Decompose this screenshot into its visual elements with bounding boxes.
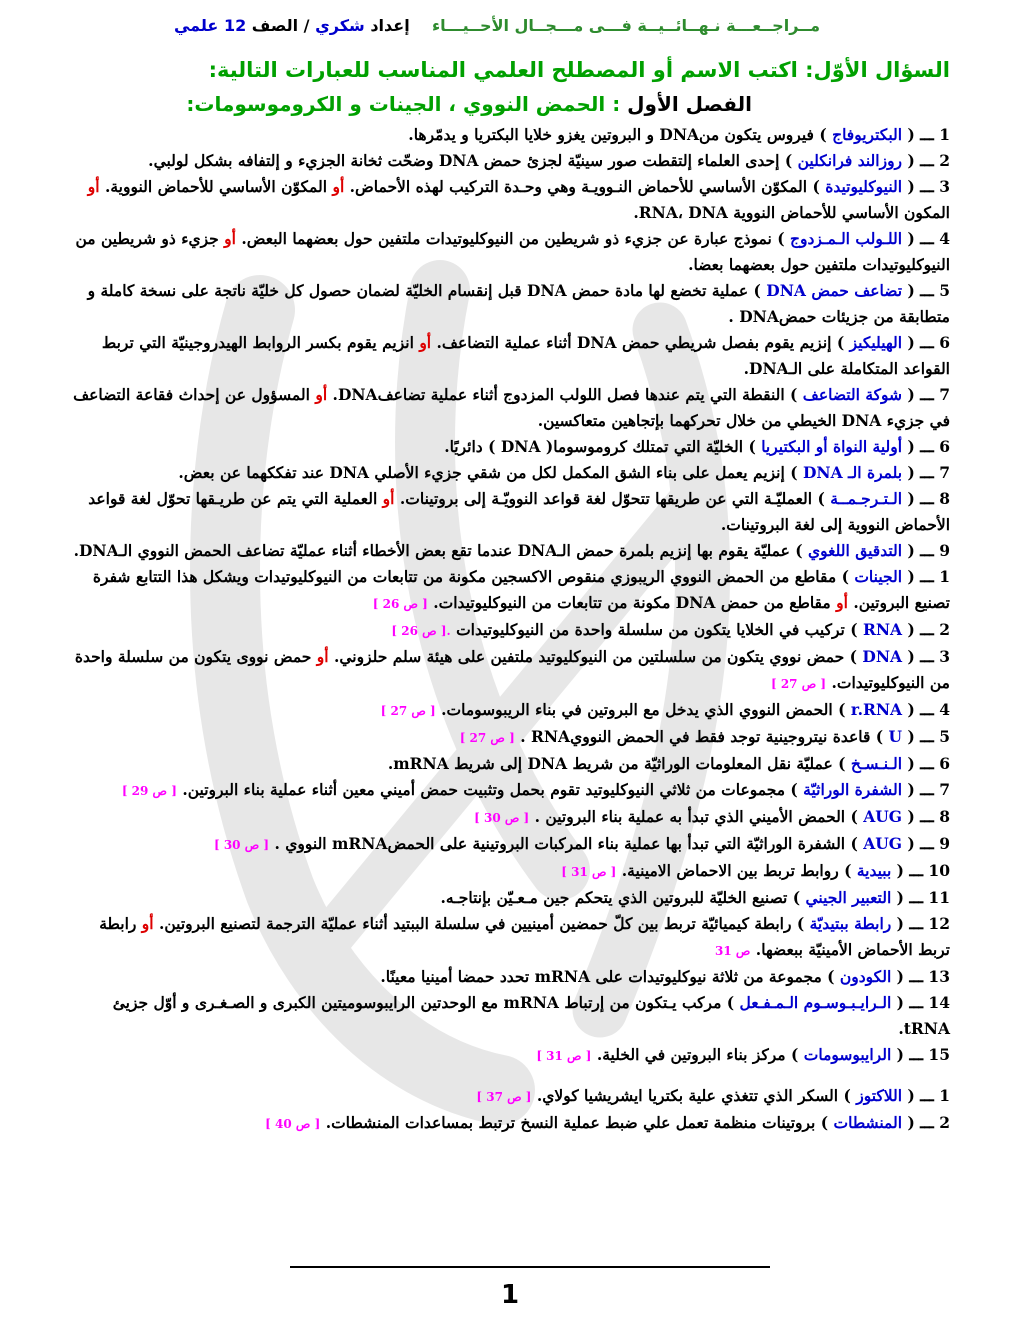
item-number: 4 [939,700,950,719]
or-connector: أو [141,914,154,933]
term-item: 6 ـــ ( الـنـسـخ ) عمليّة نقل المعلومات الوراثيّة من شريط DNA إلى شريط mRNA. [387,754,950,773]
term-item: 3 ـــ ( النيوكليوتيدة ) المكوّن الأساسي للأحماض النـوويـة وهي وحـدة التركيب لهذه الأحماض. أو المكوّن الأساسي للأحماض النووية. أو المكون الأساسي للأحماض النووية RNA، DNA. [87,177,950,222]
item-number: 3 [939,177,950,196]
item-definition: المكوّن الأساسي للأحماض النـوويـة وهي وحـدة التركيب لهذه الأحماض. [349,177,808,196]
term-item: 8 ـــ ( AUG ) الحمض الأميني الذي تبدأ به عملية بناء البروتين . [ ص 30 ] [474,807,950,826]
item-definition: تركيب في الخلايا يتكون من سلسلة واحدة من النيوكليوتيدات [456,620,845,639]
item-term: الجينات [854,567,903,586]
term-item: 15 ـــ ( الرايبوسومات ) مركز بناء البروتين في الخلية. [ ص 31 ] [536,1045,950,1064]
item-term: رابطة ببتيديّة [809,914,892,933]
header-grade-label: الصف [251,16,299,35]
item-definition: تصنيع الخليّة للبروتين الذي يتحكم جين مـعـيّن بإنتاجـه. [440,888,788,907]
item-term: ببيدية [856,861,892,880]
item-definition: الخليّة التي تمتلك كروموسوما( DNA ) دائريًا. [444,437,744,456]
term-item: 10 ـــ ( ببيدية ) روابط تربط بين الاحماض الامينية. [ ص 31 ] [561,861,950,880]
or-connector: أو [419,333,432,352]
item-term: البكتريوفاج [832,125,903,144]
item-number: 5 [939,727,950,746]
item-alternative: المكوّن الأساسي للأحماض النووية. [104,177,328,196]
item-number: 7 [939,780,950,799]
chapter-heading [40,92,752,116]
item-term: الـرايـبـوسـوم الـمـفـعل [739,993,892,1012]
item-number: 9 [939,541,950,560]
item-number: 7 [939,385,950,404]
term-item: 3 ـــ ( DNA ) حمض نووي يتكون من سلسلتين من النيوكليوتيد ملتفين على هيئة سلم حلزوني. أو حمض نووى يتكون من سلسلة واحدة من النيوكليوتيدات. [ ص 27 ] [74,647,950,692]
item-number: 7 [939,463,950,482]
term-item: 2 ـــ ( روزالند فرانكلين ) إحدى العلماء إلتقطت صور سينيّة لجزئ حمض DNA وضحّت ثخانة الجزيء و إلتفافه بشكل لولبي. [148,151,950,170]
item-definition: مقاطع من الحمض النووي الريبوزي منقوص الاكسجين مكونة من تتابعات من النيوكليوتيدات ويشكل هذا التتابع شفرة تصنيع البروتين. [92,567,950,612]
item-term: أولية النواة أو البكتيريا [761,437,903,456]
page-reference: [ ص 31 ] [536,1049,592,1063]
item-term: اللاكتوز [856,1086,903,1105]
item-term: U [888,727,903,746]
item-number: 11 [928,888,950,907]
term-item: 13 ـــ ( الكودون ) مجموعة من ثلاثة نيوكليوتيدات على mRNA تحدد حمضا أمينيا معينًا. [380,967,950,986]
page-reference: [ ص 26 ] [372,597,428,611]
item-number: 2 [939,1113,950,1132]
page-reference: [ ص 27 ] [770,677,827,691]
item-definition: مركز بناء البروتين في الخلية. [596,1045,786,1064]
item-definition: مجموعات من ثلاثي النيوكليوتيد تقوم بحمل وتثبيت حمض أميني معين أثناء عملية بناء البروتين. [182,780,785,799]
terms-list-part1 [62,122,950,1069]
or-connector: أو [332,177,345,196]
item-definition: روابط تربط بين الاحماض الامينية. [621,861,839,880]
term-item: 7 ـــ ( الشفرة الوراثيّة ) مجموعات من ثلاثي النيوكليوتيد تقوم بحمل وتثبيت حمض أميني معين أثناء عملية بناء البروتين. [ ص 29 ] [121,780,950,799]
page-reference: [ ص 30 ] [474,811,530,825]
or-connector: أو [836,593,848,612]
item-number: 3 [939,647,950,666]
item-number: 10 [928,861,950,880]
term-item: 2 ـــ ( RNA ) تركيب في الخلايا يتكون من سلسلة واحدة من النيوكليوتيدات .[ ص 26 ] [391,620,950,639]
section-gap [62,1069,950,1083]
item-definition: إحدى العلماء إلتقطت صور سينيّة لجزئ حمض DNA وضحّت ثخانة الجزيء و إلتفافه بشكل لولبي. [148,151,780,170]
item-number: 1 [939,1086,950,1105]
item-number: 2 [939,151,950,170]
item-term: AUG [863,807,903,826]
item-number: 8 [939,807,950,826]
item-number: 15 [928,1045,950,1064]
page-reference: [ ص 27 ] [459,731,515,745]
item-term: روزالند فرانكلين [797,151,903,170]
item-number: 8 [939,489,950,508]
item-number: 14 [928,993,950,1012]
page-reference: ص 31 [715,944,751,958]
page-number: 1 [500,1280,520,1310]
terms-list [62,122,950,1137]
item-definition: مجموعة من ثلاثة نيوكليوتيدات على mRNA تحدد حمضا أمينيا معينًا. [380,967,822,986]
item-term: النيوكليوتيدة [825,177,903,196]
term-item: 1 ـــ ( البكتريوفاج ) فيروس يتكون منDNA و البروتين يغزو خلايا البكتريا و يدمّرها. [408,125,950,144]
item-number: 6 [939,437,950,456]
term-item: 5 ـــ ( تضاعف حمض DNA ) عملية تخضع لها مادة حمض DNA قبل إنقسام الخليّة لضمان حصول كل خليّة ناتجة على نسخة كاملة و متطابقة من جزيئات حمضDNA . [87,281,950,326]
item-term: DNA [862,647,903,666]
header-author: شكري [315,16,365,35]
term-item: 14 ـــ ( الـرايـبـوسـوم الـمـفـعل ) مركب يـتكون من إرتباط mRNA مع الوحدتين الرايبوسوميتين الكبرى و الصـغـرى و أوّل جزيئ tRNA. [112,993,950,1038]
item-definition: عملية تخضع لها مادة حمض DNA قبل إنقسام الخليّة لضمان حصول كل خليّة ناتجة على نسخة كاملة و متطابقة من جزيئات حمضDNA . [87,281,950,326]
page-reference: [ ص 31 ] [561,865,617,879]
term-item: 9 ـــ ( التدقيق اللغوي ) عمليّة يقوم بها إنزيم بلمرة حمض الـDNA عندما تقع بعض الأخطاء أثناء عمليّة تضاعف الحمض النووي الـDNA. [73,541,950,560]
item-term: الرايبوسومات [803,1045,892,1064]
item-number: 13 [928,967,950,986]
item-number: 9 [939,834,950,853]
item-definition: عمليّة نقل المعلومات الوراثيّة من شريط DNA إلى شريط mRNA. [387,754,833,773]
item-alternative: حمض نووى يتكون من سلسلة واحدة من النيوكليوتيدات. [74,647,950,692]
term-item: 2 ـــ ( المنشطات ) بروتينات منظمة تعمل علي ضبط عملية النسخ ترتبط بمساعدات المنشطات. [ ص 40 ] [265,1113,950,1132]
item-number: 12 [928,914,950,933]
item-definition: الحمض النووي الذي يدخل مع البروتين في بناء الريبوسومات. [441,700,833,719]
item-term: الهيليكيز [849,333,903,352]
item-number: 6 [939,754,950,773]
item-alternative: العملية التي يتم عن طريـقها تحوّل لغة قواعد الأحماض النووية إلى لغة البروتينات. [88,489,950,534]
item-term: المنشطات [833,1113,903,1132]
item-definition: بروتينات منظمة تعمل علي ضبط عملية النسخ ترتبط بمساعدات المنشطات. [325,1113,816,1132]
term-item: 1 ـــ ( اللاكتوز ) السكر الذي تتغذي علية بكتريا ايشريشيا كولاي. [ ص 37 ] [476,1086,950,1105]
header-prefix: مــراجــعـــة نـهــائــيــة فـــى مـــجــال [514,16,820,35]
term-item: 1 ـــ ( الجينات ) مقاطع من الحمض النووي الريبوزي منقوص الاكسجين مكونة من تتابعات من النيوكليوتيدات ويشكل هذا التتابع شفرة تصنيع البروتين. أو مقاطع من حمض DNA مكونة من تتابعات من النيوكليوتيدات. [ ص 26 ] [92,567,950,612]
item-definition: إنزيم يقوم بفصل شريطي حمض DNA أثناء عملية التضاعف. [436,333,832,352]
term-item: 6 ـــ ( أولية النواة أو البكتيريا ) الخليّة التي تمتلك كروموسوما( DNA ) دائريًا. [444,437,950,456]
page-reference: [ ص 27 ] [380,704,436,718]
item-term: الكودون [839,967,892,986]
term-item: 11 ـــ ( التعبير الجيني ) تصنيع الخليّة للبروتين الذي يتحكم جين مـعـيّن بإنتاجـه. [440,888,950,907]
term-item: 9 ـــ ( AUG ) الشفرة الوراثيّة التي تبدأ بها عملية بناء المركبات البروتينية على الحمضmRNA النووي . [ ص 30 ] [213,834,950,853]
item-alternative: المسؤول عن إحداث فقاعة التضاعف في جزيء DNA الخيطي من خلال تحركهما بإتجاهين متعاكسين. [73,385,950,430]
item-term: RNA [862,620,903,639]
item-definition: قاعدة نيتروجينية توجد فقط في الحمض النوويRNA . [520,727,871,746]
or-connector: أو [316,647,329,666]
question-title: السؤال الأوّل: اكتب الاسم أو المصطلح العلمي المناسب للعبارات التالية: [208,58,950,82]
term-item: 7 ـــ ( شوكة التضاعف ) النقطة التي يتم عندها فصل اللولب المزدوج أثناء عملية تضاعفDNA. أو المسؤول عن إحداث فقاعة التضاعف في جزيء DNA الخيطي من خلال تحركهما بإتجاهين متعاكسين. [73,385,950,430]
term-item: 6 ـــ ( الهيليكيز ) إنزيم يقوم بفصل شريطي حمض DNA أثناء عملية التضاعف. أو انزيم يقوم بكسر الروابط الهيدروجينيّة التي تربط القواعد المتكاملة على الـDNA. [101,333,950,378]
item-definition: العمليّـة التي عن طريقها تتحوّل لغة قواعد النوويّـة إلى بروتينات. [399,489,813,508]
item-number: 1 [939,567,950,586]
chapter-label: الفصل الأول [627,92,752,116]
item-number: 2 [939,620,950,639]
item-term: بلمرة الـ DNA [802,463,903,482]
item-definition: فيروس يتكون منDNA و البروتين يغزو خلايا البكتريا و يدمّرها. [408,125,814,144]
item-definition: إنزيم يعمل على بناء الشق المكمل لكل من شقي جزيء الأصلي DNA عند تفككهما عن بعض. [178,463,785,482]
item-term: الـنـسـخ [850,754,903,773]
footer-divider [290,1266,770,1268]
item-term: التعبير الجيني [805,888,892,907]
page-reference: .[ ص 26 ] [391,624,451,638]
or-connector: أو [382,489,395,508]
item-term: الشفرة الوراثيّة [803,780,903,799]
item-number: 6 [939,333,950,352]
item-number: 5 [939,281,950,300]
item-term: اللـولب الـمـزدوج [789,229,903,248]
item-definition: الشفرة الوراثيّة التي تبدأ بها عملية بناء المركبات البروتينية على الحمضmRNA النووي . [274,834,846,853]
term-item: 4 ـــ ( r.RNA ) الحمض النووي الذي يدخل مع البروتين في بناء الريبوسومات. [ ص 27 ] [380,700,950,719]
item-definition: رابطة كيميائيّة تربط بين كلّ حمضين أمينيين في سلسلة الببتيد أثناء عمليّة الترجمة لتصنيع البروتين. [158,914,792,933]
term-item: 7 ـــ ( بلمرة الـ DNA ) إنزيم يعمل على بناء الشق المكمل لكل من شقي جزيء الأصلي DNA عند تفككهما عن بعض. [178,463,950,482]
or-connector: أو [315,385,328,404]
term-item: 4 ـــ ( اللـولب الـمـزدوج ) نموذج عبارة عن جزيء ذو شريطين من النيوكليوتيدات ملتفين حول بعضهما البعض. أو جزيء ذو شريطين من النيوكليوتيدات ملتفين حول بعضهما بعضا. [75,229,950,274]
page-reference: [ ص 37 ] [476,1090,532,1104]
item-alternative: المكون الأساسي للأحماض النووية RNA، DNA. [633,203,950,222]
chapter-name: : الحمض النووي ، الجينات و الكروموسومات: [186,92,621,116]
page-reference: [ ص 40 ] [265,1117,321,1131]
terms-list-part2 [62,1083,950,1137]
item-term: r.RNA [850,700,903,719]
term-item: 5 ـــ ( U ) قاعدة نيتروجينية توجد فقط في الحمض النوويRNA . [ ص 27 ] [459,727,950,746]
header-subject: الأحــيـــاء [431,16,509,35]
item-definition: مركب يـتكون من إرتباط mRNA مع الوحدتين الرايبوسوميتين الكبرى و الصـغـرى و أوّل جزيئ tRNA. [112,993,950,1038]
header-slash: / [303,16,310,35]
header-grade: 12 علمي [173,16,247,35]
item-definition: نموذج عبارة عن جزيء ذو شريطين من النيوكليوتيدات ملتفين حول بعضهما البعض. [241,229,772,248]
page-reference: [ ص 30 ] [213,838,270,852]
item-alternative: رابطة تربط الأحماض الأمينيّة ببعضها. [99,914,950,959]
term-item: 12 ـــ ( رابطة ببتيديّة ) رابطة كيميائيّة تربط بين كلّ حمضين أمينيين في سلسلة الببتيد أثناء عمليّة الترجمة لتصنيع البروتين. أو رابطة تربط الأحماض الأمينيّة ببعضها. ص 31 [99,914,950,959]
item-term: تضاعف حمض DNA [766,281,903,300]
item-term: AUG [863,834,903,853]
item-definition: حمض نووي يتكون من سلسلتين من النيوكليوتيد ملتفين على هيئة سلم حلزوني. [333,647,845,666]
item-term: الـتـرجـمــة [830,489,903,508]
item-alternative: انزيم يقوم بكسر الروابط الهيدروجينيّة التي تربط القواعد المتكاملة على الـDNA. [101,333,950,378]
or-connector: أو [224,229,236,248]
page-header [173,16,820,35]
header-prep: إعداد [370,16,410,35]
term-item: 8 ـــ ( الـتـرجـمــة ) العمليّـة التي عن طريقها تتحوّل لغة قواعد النوويّـة إلى بروتينات. أو العملية التي يتم عن طريـقها تحوّل لغة قواعد الأحماض النووية إلى لغة البروتينات. [88,489,950,534]
item-definition: عمليّة يقوم بها إنزيم بلمرة حمض الـDNA عندما تقع بعض الأخطاء أثناء عمليّة تضاعف الحمض النووي الـDNA. [73,541,790,560]
item-definition: السكر الذي تتغذي علية بكتريا ايشريشيا كولاي. [536,1086,839,1105]
item-definition: الحمض الأميني الذي تبدأ به عملية بناء البروتين . [534,807,846,826]
item-term: شوكة التضاعف [802,385,903,404]
item-alternative: مقاطع من حمض DNA مكونة من تتابعات من النيوكليوتيدات. [433,593,831,612]
item-definition: النقطة التي يتم عندها فصل اللولب المزدوج أثناء عملية تضاعفDNA. [332,385,785,404]
item-term: التدقيق اللغوي [808,541,903,560]
item-alternative: جزيء ذو شريطين من النيوكليوتيدات ملتفين حول بعضهما بعضا. [75,229,950,274]
page-reference: [ ص 29 ] [121,784,177,798]
item-number: 4 [939,229,950,248]
or-connector: أو [87,177,100,196]
item-number: 1 [939,125,950,144]
